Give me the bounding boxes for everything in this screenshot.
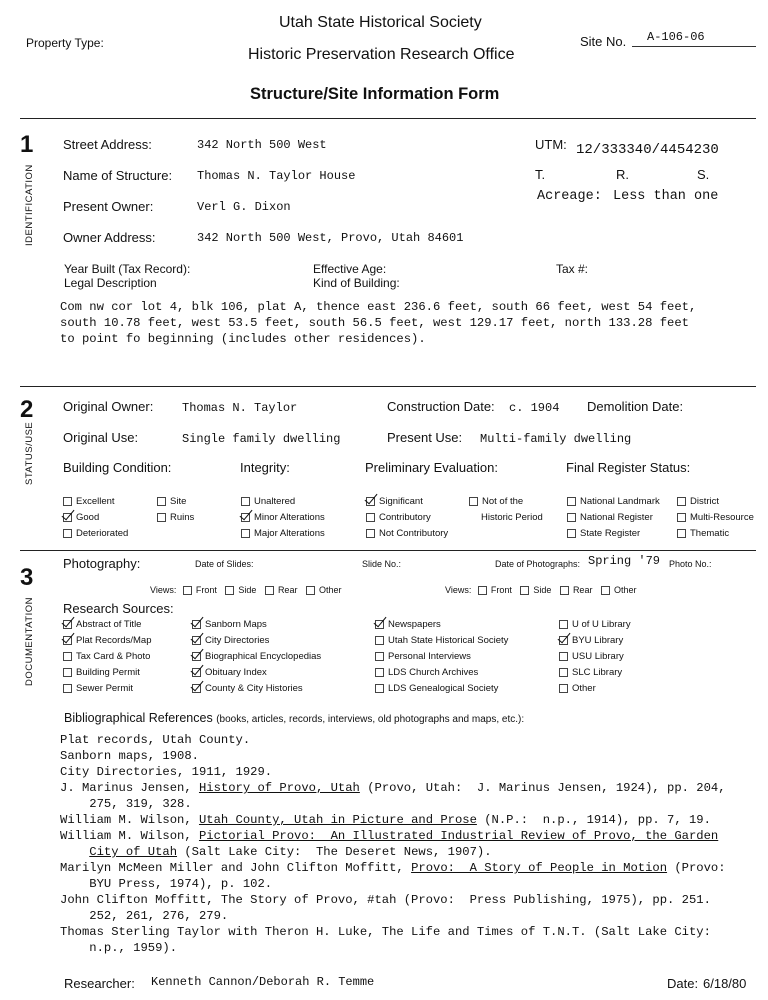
- checkbox[interactable]: [63, 668, 72, 677]
- condition-site[interactable]: [157, 496, 186, 507]
- checkbox[interactable]: [63, 652, 72, 661]
- owner-address-value: 342 North 500 West, Provo, Utah 84601: [197, 231, 464, 245]
- biblio-entry: City Directories, 1911, 1929.: [60, 765, 273, 779]
- checkbox-checked[interactable]: [192, 636, 201, 645]
- construction-date-value: c. 1904: [509, 401, 560, 415]
- integrity-major-alterations[interactable]: [241, 528, 325, 539]
- option-label: National Register: [580, 512, 653, 523]
- biblio-text: (Provo, Utah: J. Marinus Jensen, 1924), pp. 204,: [359, 781, 726, 795]
- checkbox[interactable]: [63, 497, 72, 506]
- biblio-text: (Salt Lake City: The Deseret News, 1907).: [177, 845, 492, 859]
- present-use-label: Present Use:: [387, 430, 463, 445]
- checkbox-checked[interactable]: [192, 668, 201, 677]
- section-1-label: IDENTIFICATION: [24, 164, 35, 246]
- township-label: T.: [535, 167, 546, 182]
- original-owner-label: Original Owner:: [63, 399, 154, 414]
- checkbox[interactable]: [567, 529, 576, 538]
- legal-description-line: to point fo beginning (includes other residences).: [60, 332, 426, 346]
- effective-age-label: Effective Age:: [313, 262, 387, 276]
- view-rear: Rear: [277, 585, 298, 595]
- site-no-label: Site No.: [580, 34, 627, 49]
- integrity-minor-alterations[interactable]: [241, 512, 325, 523]
- condition-ruins[interactable]: [157, 512, 194, 523]
- biblio-text: Marilyn McMeen Miller and John Clifton Moffitt,: [60, 861, 412, 875]
- option-label: National Landmark: [580, 496, 660, 507]
- checkbox[interactable]: [63, 684, 72, 693]
- checkbox-checked[interactable]: [375, 620, 384, 629]
- biblio-title: Provo: A Story of People in Motion: [411, 861, 668, 875]
- eval-not-contributory[interactable]: [366, 528, 448, 539]
- integrity-unaltered[interactable]: [241, 496, 295, 507]
- view-side: Side: [238, 585, 257, 595]
- property-type-label: Property Type:: [26, 36, 104, 50]
- checkbox[interactable]: [601, 586, 610, 595]
- checkbox[interactable]: [225, 586, 234, 595]
- view-rear: Rear: [572, 585, 593, 595]
- original-owner-value: Thomas N. Taylor: [182, 401, 298, 415]
- form-title: Structure/Site Information Form: [250, 85, 500, 103]
- biblio-note: (books, articles, records, interviews, old photographs and maps, etc.):: [216, 714, 525, 725]
- section-1-rule: [20, 118, 756, 119]
- biblio-entry: [60, 812, 711, 828]
- checkbox[interactable]: [306, 586, 315, 595]
- biblio-entry-cont: BYU Press, 1974), p. 102.: [60, 877, 273, 891]
- biblio-title: Utah County, Utah in Picture and Prose: [198, 813, 477, 827]
- checkbox[interactable]: [366, 529, 375, 538]
- biblio-text: (Provo:: [667, 861, 726, 875]
- condition-deteriorated[interactable]: [63, 528, 128, 539]
- photo-views: [445, 585, 636, 595]
- slides-date-label: Date of Slides:: [195, 559, 254, 569]
- views-label: Views:: [445, 585, 472, 595]
- option-label: Sewer Permit: [76, 683, 134, 694]
- org-name: Utah State Historical Society: [279, 14, 482, 31]
- source-building-permit[interactable]: [63, 667, 140, 678]
- biblio-entry-cont: n.p., 1959).: [60, 941, 178, 955]
- range-label: R.: [616, 167, 629, 182]
- structure-name-value: Thomas N. Taylor House: [197, 169, 356, 183]
- biblio-entry-cont: [60, 844, 492, 860]
- checkbox[interactable]: [567, 497, 576, 506]
- checkbox[interactable]: [375, 636, 384, 645]
- option-label: County & City Histories: [205, 683, 303, 694]
- source-u-of-u-library[interactable]: [559, 619, 631, 630]
- office-name: Historic Preservation Research Office: [248, 46, 515, 63]
- checkbox[interactable]: [157, 497, 166, 506]
- source-utah-state-historical-society[interactable]: [375, 635, 508, 646]
- photography-label: Photography:: [63, 556, 141, 571]
- source-sanborn-maps[interactable]: [192, 619, 267, 630]
- view-front: Front: [490, 585, 512, 595]
- biblio-text: William M. Wilson,: [60, 829, 199, 843]
- utm-label: UTM:: [535, 137, 567, 152]
- slide-no-label: Slide No.:: [362, 559, 402, 569]
- checkbox[interactable]: [560, 586, 569, 595]
- option-label: Not of the: [482, 496, 524, 507]
- checkbox[interactable]: [567, 513, 576, 522]
- checkbox[interactable]: [677, 529, 686, 538]
- checkbox[interactable]: [375, 652, 384, 661]
- preliminary-evaluation-label: Preliminary Evaluation:: [365, 460, 498, 475]
- biblio-text: J. Marinus Jensen,: [60, 781, 199, 795]
- checkbox[interactable]: [241, 529, 250, 538]
- original-use-value: Single family dwelling: [182, 432, 341, 446]
- biblio-heading: [64, 711, 524, 725]
- biblio-text: William M. Wilson,: [60, 813, 199, 827]
- section-2-label: STATUS/USE: [24, 421, 35, 485]
- option-label: Multi-Resource: [690, 512, 754, 523]
- checkbox[interactable]: [559, 620, 568, 629]
- source-byu-library[interactable]: [559, 635, 623, 646]
- option-label: U of U Library: [572, 619, 631, 630]
- option-label: Not Contributory: [379, 528, 449, 539]
- condition-good[interactable]: [63, 512, 99, 523]
- structure-name-label: Name of Structure:: [63, 168, 173, 183]
- checkbox-checked[interactable]: [63, 636, 72, 645]
- checkbox[interactable]: [265, 586, 274, 595]
- view-side: Side: [533, 585, 552, 595]
- checkbox-checked[interactable]: [63, 513, 72, 522]
- checkbox[interactable]: [520, 586, 529, 595]
- site-no-value: A-106-06: [647, 30, 705, 44]
- option-label: Personal Interviews: [388, 651, 471, 662]
- checkbox[interactable]: [63, 529, 72, 538]
- final-district[interactable]: [677, 496, 719, 507]
- option-label: Deteriorated: [76, 528, 129, 539]
- condition-excellent[interactable]: [63, 496, 115, 507]
- checkbox-checked[interactable]: [241, 513, 250, 522]
- final-register-label: Final Register Status:: [566, 460, 691, 475]
- biblio-title: Pictorial Provo: An Illustrated Industrial Review of Provo, the Garden: [198, 829, 719, 843]
- checkbox-checked[interactable]: [63, 620, 72, 629]
- option-label: Building Permit: [76, 667, 140, 678]
- section-3-rule: [20, 550, 756, 551]
- checkbox-checked[interactable]: [192, 620, 201, 629]
- researcher-value: Kenneth Cannon/Deborah R. Temme: [151, 975, 375, 989]
- option-label: Newspapers: [388, 619, 441, 630]
- option-label: Abstract of Title: [76, 619, 142, 630]
- source-slc-library[interactable]: [559, 667, 622, 678]
- eval-not-of-the[interactable]: [469, 496, 523, 507]
- option-label: Biographical Encyclopedias: [205, 651, 322, 662]
- biblio-entry: Sanborn maps, 1908.: [60, 749, 199, 763]
- source-lds-genealogical-society[interactable]: [375, 683, 498, 694]
- biblio-entry: [60, 828, 718, 844]
- option-label: BYU Library: [572, 635, 624, 646]
- legal-description-line: south 10.78 feet, west 53.5 feet, south 56.5 feet, west 129.17 feet, north 133.28 feet: [60, 316, 689, 330]
- checkbox[interactable]: [559, 684, 568, 693]
- source-newspapers[interactable]: [375, 619, 441, 630]
- biblio-label: Bibliographical References: [64, 711, 213, 725]
- slide-views: [150, 585, 341, 595]
- owner-address-label: Owner Address:: [63, 230, 156, 245]
- checkbox[interactable]: [375, 684, 384, 693]
- option-label: Utah State Historical Society: [388, 635, 509, 646]
- checkbox[interactable]: [241, 497, 250, 506]
- option-label: Ruins: [170, 512, 195, 523]
- checkbox[interactable]: [375, 668, 384, 677]
- option-label: Excellent: [76, 496, 115, 507]
- option-label: Sanborn Maps: [205, 619, 267, 630]
- section-2-number: 2: [20, 396, 34, 423]
- year-built-label: Year Built (Tax Record):: [64, 262, 191, 276]
- option-label: Significant: [379, 496, 423, 507]
- checkbox-checked[interactable]: [192, 684, 201, 693]
- source-obituary-index[interactable]: [192, 667, 267, 678]
- date-value: 6/18/80: [703, 976, 747, 991]
- source-abstract-of-title[interactable]: [63, 619, 141, 630]
- street-label: Street Address:: [63, 137, 152, 152]
- option-label: Tax Card & Photo: [76, 651, 151, 662]
- view-front: Front: [195, 585, 217, 595]
- photo-date-value: Spring '79: [588, 554, 661, 568]
- option-label: Other: [572, 683, 596, 694]
- owner-value: Verl G. Dixon: [197, 200, 291, 214]
- date-label: Date:: [667, 976, 699, 991]
- checkbox[interactable]: [559, 652, 568, 661]
- construction-date-label: Construction Date:: [387, 399, 495, 414]
- final-multi-resource[interactable]: [677, 512, 754, 523]
- section-2-rule: [20, 386, 756, 387]
- source-usu-library[interactable]: [559, 651, 624, 662]
- option-label: Thematic: [690, 528, 730, 539]
- present-use-value: Multi-family dwelling: [480, 432, 632, 446]
- owner-label: Present Owner:: [63, 199, 154, 214]
- biblio-entry-cont: 252, 261, 276, 279.: [60, 909, 229, 923]
- checkbox-checked[interactable]: [192, 652, 201, 661]
- researcher-label: Researcher:: [64, 976, 135, 991]
- option-label: District: [690, 496, 720, 507]
- checkbox[interactable]: [183, 586, 192, 595]
- photo-date-label: Date of Photographs:: [495, 559, 581, 569]
- tax-number-label: Tax #:: [556, 262, 589, 276]
- views-label: Views:: [150, 585, 177, 595]
- eval-contributory[interactable]: [366, 512, 431, 523]
- section-1-number: 1: [20, 131, 34, 158]
- source-plat-records[interactable]: [63, 635, 152, 646]
- source-biographical-encyclopedias[interactable]: [192, 651, 321, 662]
- biblio-title: City of Utah: [89, 845, 178, 859]
- biblio-entry: Thomas Sterling Taylor with Theron H. Luke, The Life and Times of T.N.T. (Salt Lake City:: [60, 925, 711, 939]
- eval-historic-period: Historic Period: [481, 512, 543, 523]
- street-value: 342 North 500 West: [197, 138, 327, 152]
- option-label: USU Library: [572, 651, 624, 662]
- integrity-label: Integrity:: [240, 460, 290, 475]
- checkbox-checked[interactable]: [366, 497, 375, 506]
- option-label: City Directories: [205, 635, 270, 646]
- final-national-landmark[interactable]: [567, 496, 660, 507]
- legal-description-label: Legal Description: [64, 276, 157, 290]
- option-label: Contributory: [379, 512, 431, 523]
- kind-of-building-label: Kind of Building:: [313, 276, 400, 290]
- utm-value: 12/333340/4454230: [576, 142, 719, 158]
- acreage-value: Less than one: [613, 189, 719, 204]
- checkbox[interactable]: [469, 497, 478, 506]
- checkbox[interactable]: [157, 513, 166, 522]
- final-state-register[interactable]: [567, 528, 640, 539]
- section-3-label: DOCUMENTATION: [24, 596, 35, 686]
- biblio-entry-cont: 275, 319, 328.: [60, 797, 192, 811]
- biblio-entry: Plat records, Utah County.: [60, 733, 251, 747]
- source-personal-interviews[interactable]: [375, 651, 471, 662]
- option-label: Good: [76, 512, 100, 523]
- eval-significant[interactable]: [366, 496, 423, 507]
- source-lds-church-archives[interactable]: [375, 667, 478, 678]
- acreage-label: Acreage:: [537, 189, 602, 204]
- checkbox[interactable]: [478, 586, 487, 595]
- option-label: Unaltered: [254, 496, 296, 507]
- original-use-label: Original Use:: [63, 430, 139, 445]
- building-condition-label: Building Condition:: [63, 460, 172, 475]
- final-national-register[interactable]: [567, 512, 653, 523]
- biblio-entry: John Clifton Moffitt, The Story of Provo, #tah (Provo: Press Publishing, 1975), pp. 251.: [60, 893, 711, 907]
- biblio-entry: [60, 780, 726, 796]
- photo-no-label: Photo No.:: [669, 559, 712, 569]
- source-county-city-histories[interactable]: [192, 683, 303, 694]
- demolition-date-label: Demolition Date:: [587, 399, 684, 414]
- section-label: S.: [697, 167, 710, 182]
- checkbox-checked[interactable]: [559, 636, 568, 645]
- option-label: Minor Alterations: [254, 512, 325, 523]
- checkbox[interactable]: [677, 497, 686, 506]
- option-label: LDS Church Archives: [388, 667, 479, 678]
- option-label: SLC Library: [572, 667, 623, 678]
- research-sources-label: Research Sources:: [63, 601, 174, 616]
- source-tax-card[interactable]: [63, 651, 150, 662]
- view-other: Other: [318, 585, 342, 595]
- checkbox[interactable]: [559, 668, 568, 677]
- checkbox[interactable]: [677, 513, 686, 522]
- option-label: Obituary Index: [205, 667, 267, 678]
- biblio-title: History of Provo, Utah: [198, 781, 360, 795]
- option-label: Site: [170, 496, 187, 507]
- final-thematic[interactable]: [677, 528, 729, 539]
- view-other: Other: [613, 585, 637, 595]
- source-sewer-permit[interactable]: [63, 683, 133, 694]
- source-other[interactable]: [559, 683, 596, 694]
- section-3-number: 3: [20, 564, 34, 591]
- option-label: Plat Records/Map: [76, 635, 152, 646]
- site-no-underline: [632, 46, 756, 47]
- option-label: State Register: [580, 528, 641, 539]
- biblio-entry: [60, 860, 726, 876]
- checkbox[interactable]: [366, 513, 375, 522]
- option-label: LDS Genealogical Society: [388, 683, 499, 694]
- source-city-directories[interactable]: [192, 635, 269, 646]
- legal-description-line: Com nw cor lot 4, blk 106, plat A, thence east 236.6 feet, south 66 feet, west 54 feet,: [60, 300, 697, 314]
- option-label: Major Alterations: [254, 528, 325, 539]
- biblio-text: (N.P.: n.p., 1914), pp. 7, 19.: [476, 813, 711, 827]
